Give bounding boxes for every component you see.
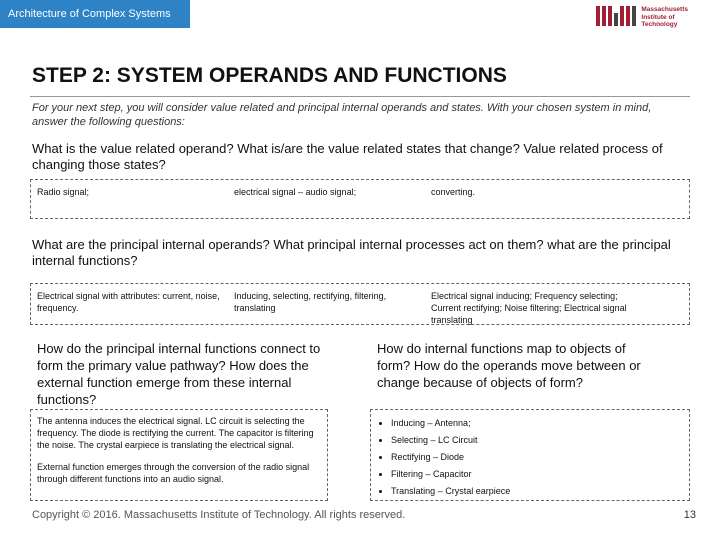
mapping-item: • Selecting – LC Circuit	[391, 434, 683, 446]
page-number: 13	[683, 509, 696, 521]
answer-box-1	[30, 179, 690, 219]
answer-box-4	[370, 409, 690, 501]
answer-3-paragraph-1: The antenna induces the electrical signal. LC circuit is selecting the frequency. The diode is rectifying the current. The capacitor is filtering the noise. The crystal earpiece is translating the electrical signal.	[37, 416, 314, 450]
logo-text-line-1: Massachusetts	[641, 6, 688, 13]
question-1: What is the value related operand? What is/are the value related states that change? Value related process of changing those states?	[32, 141, 663, 172]
mapping-item: • Filtering – Capacitor	[391, 468, 683, 480]
answer-2-cell-1: Electrical signal with attributes: current, noise, frequency.	[37, 291, 220, 313]
answer-3-paragraph-2: External function emerges through the conversion of the radio signal through different functions into an audio signal.	[37, 462, 310, 484]
answer-box-2	[30, 283, 690, 325]
intro-text: For your next step, you will consider value related and principal internal operands and states. With your chosen system in mind, answer the following questions:	[32, 102, 652, 128]
title-divider	[30, 96, 690, 97]
question-3: How do the principal internal functions connect to form the primary value pathway? How does the external function emerge from these internal functions?	[37, 341, 321, 407]
answer-box-3	[30, 409, 328, 501]
mit-logo	[596, 6, 688, 29]
copyright-footer: Copyright © 2016. Massachusetts Institute of Technology. All rights reserved.	[32, 509, 406, 521]
answer-2-cell-3: Electrical signal inducing; Frequency selecting; Current rectifying; Noise filtering; Electrical signal translating	[431, 291, 627, 325]
mit-logo-mark	[596, 6, 636, 26]
answer-2-cell-2: Inducing, selecting, rectifying, filtering, translating	[234, 291, 387, 313]
answer-1-cell-3: converting.	[431, 187, 476, 197]
course-tag: Architecture of Complex Systems	[0, 0, 190, 28]
question-4: How do internal functions map to objects of form? How do the operands move between or change because of objects of form?	[377, 341, 641, 390]
answer-1-cell-1: Radio signal;	[37, 187, 90, 197]
mit-logo-text	[641, 6, 688, 29]
mapping-list	[377, 417, 683, 497]
logo-text-line-2: Institute of	[641, 13, 675, 21]
logo-text-line-3: Technology	[641, 21, 678, 28]
page-title: STEP 2: SYSTEM OPERANDS AND FUNCTIONS	[32, 64, 507, 87]
mapping-item: • Translating – Crystal earpiece	[391, 485, 683, 497]
question-2: What are the principal internal operands? What principal internal processes act on them? what are the principal internal functions?	[32, 237, 671, 268]
mapping-item: • Inducing – Antenna;	[391, 417, 683, 429]
mapping-item: • Rectifying – Diode	[391, 451, 683, 463]
answer-1-cell-2: electrical signal – audio signal;	[234, 187, 357, 197]
